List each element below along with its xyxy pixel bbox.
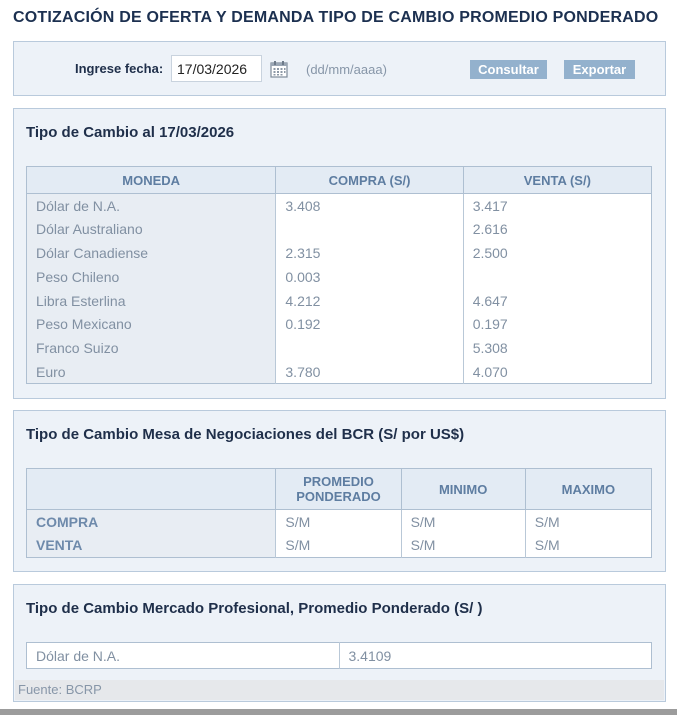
venta-value: 2.616 bbox=[463, 217, 651, 241]
currency-name: Dólar Canadiense bbox=[27, 241, 276, 265]
minimo-value: S/M bbox=[401, 534, 525, 558]
currency-name: Peso Mexicano bbox=[27, 312, 276, 336]
venta-value: 5.308 bbox=[463, 336, 651, 360]
compra-value: 4.212 bbox=[276, 289, 463, 313]
compra-value: 0.192 bbox=[276, 312, 463, 336]
table-row bbox=[27, 194, 652, 218]
maximo-value: S/M bbox=[525, 510, 651, 534]
row-label-compra: COMPRA bbox=[27, 510, 276, 534]
column-header-moneda: MONEDA bbox=[27, 167, 276, 194]
bcr-rates-panel bbox=[13, 410, 666, 572]
date-query-panel bbox=[13, 41, 666, 96]
column-header-empty bbox=[27, 469, 276, 510]
table-row bbox=[27, 312, 652, 336]
row-label-venta: VENTA bbox=[27, 534, 276, 558]
date-format-hint: (dd/mm/aaaa) bbox=[306, 62, 387, 77]
venta-value bbox=[463, 265, 651, 289]
bottom-divider bbox=[0, 709, 677, 715]
venta-value: 0.197 bbox=[463, 312, 651, 336]
column-header-venta: VENTA (S/) bbox=[463, 167, 651, 194]
table-row bbox=[27, 217, 652, 241]
venta-value: 2.500 bbox=[463, 241, 651, 265]
compra-value: 0.003 bbox=[276, 265, 463, 289]
promedio-value: S/M bbox=[276, 510, 401, 534]
table-row bbox=[27, 265, 652, 289]
column-header-maximo: MAXIMO bbox=[525, 469, 651, 510]
table-row bbox=[27, 510, 652, 534]
bcr-rates-heading: Tipo de Cambio Mesa de Negociaciones del BCR (S/ por US$) bbox=[26, 426, 465, 443]
exchange-rates-heading: Tipo de Cambio al 17/03/2026 bbox=[26, 124, 235, 141]
source-note: Fuente: BCRP bbox=[15, 680, 664, 700]
minimo-value: S/M bbox=[401, 510, 525, 534]
column-header-compra: COMPRA (S/) bbox=[276, 167, 463, 194]
exchange-rates-panel bbox=[13, 108, 666, 399]
currency-name: Libra Esterlina bbox=[27, 289, 276, 313]
currency-name: Franco Suizo bbox=[27, 336, 276, 360]
table-row bbox=[27, 241, 652, 265]
compra-value: 2.315 bbox=[276, 241, 463, 265]
exchange-rates-table bbox=[26, 166, 652, 384]
professional-market-table bbox=[26, 642, 652, 669]
bcr-rates-table bbox=[26, 468, 652, 558]
weighted-average-value: 3.4109 bbox=[339, 643, 652, 669]
currency-name: Dólar de N.A. bbox=[27, 643, 340, 669]
calendar-icon[interactable] bbox=[270, 60, 288, 78]
page-title: COTIZACIÓN DE OFERTA Y DEMANDA TIPO DE CAMBIO PROMEDIO PONDERADO bbox=[13, 9, 659, 26]
table-row bbox=[27, 336, 652, 360]
table-row bbox=[27, 289, 652, 313]
table-row bbox=[27, 643, 652, 669]
venta-value: 4.070 bbox=[463, 360, 651, 384]
professional-market-panel bbox=[13, 584, 666, 702]
currency-name: Dólar de N.A. bbox=[27, 194, 276, 218]
exportar-button[interactable]: Exportar bbox=[564, 60, 635, 79]
consultar-button[interactable]: Consultar bbox=[470, 60, 547, 79]
date-input[interactable] bbox=[171, 55, 262, 82]
promedio-value: S/M bbox=[276, 534, 401, 558]
professional-market-heading: Tipo de Cambio Mercado Profesional, Promedio Ponderado (S/ ) bbox=[26, 600, 483, 617]
table-row bbox=[27, 360, 652, 384]
compra-value: 3.408 bbox=[276, 194, 463, 218]
compra-value bbox=[276, 217, 463, 241]
date-label: Ingrese fecha: bbox=[75, 61, 164, 76]
column-header-minimo: MINIMO bbox=[401, 469, 525, 510]
venta-value: 3.417 bbox=[463, 194, 651, 218]
column-header-promedio: PROMEDIO PONDERADO bbox=[276, 469, 401, 510]
currency-name: Peso Chileno bbox=[27, 265, 276, 289]
compra-value bbox=[276, 336, 463, 360]
table-row bbox=[27, 534, 652, 558]
maximo-value: S/M bbox=[525, 534, 651, 558]
venta-value: 4.647 bbox=[463, 289, 651, 313]
currency-name: Euro bbox=[27, 360, 276, 384]
currency-name: Dólar Australiano bbox=[27, 217, 276, 241]
compra-value: 3.780 bbox=[276, 360, 463, 384]
